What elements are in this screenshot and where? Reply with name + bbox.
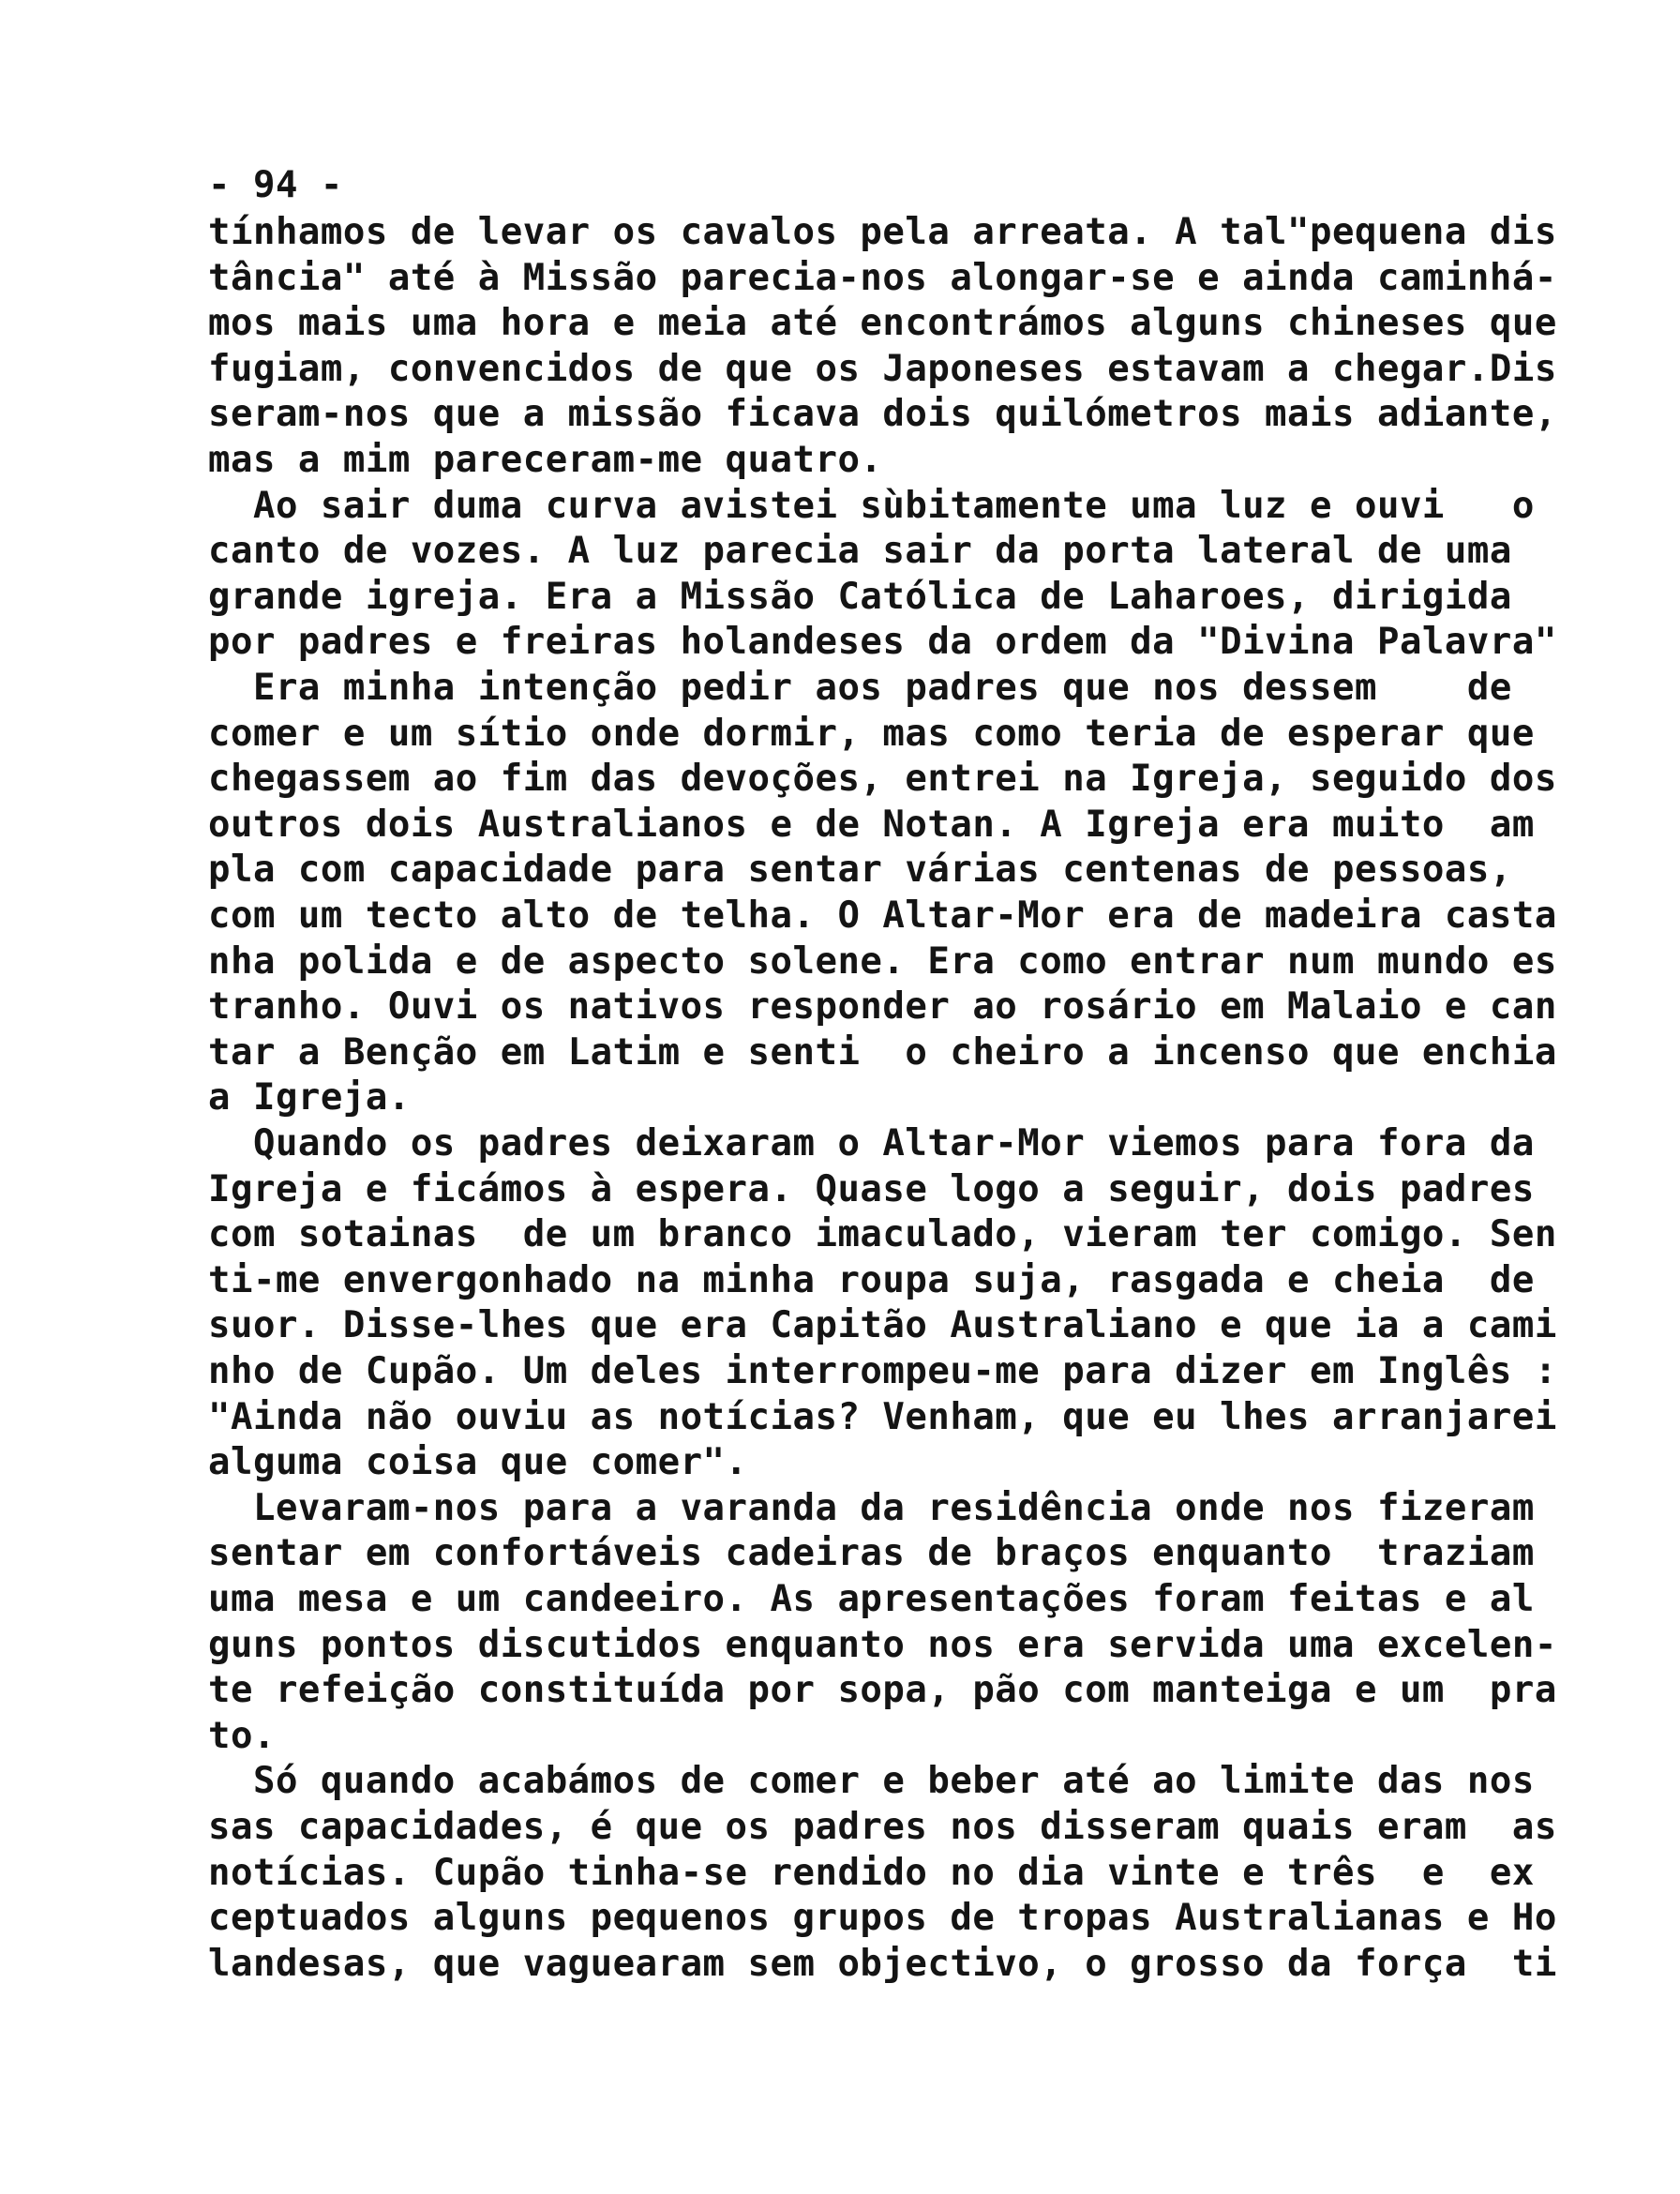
text-line: uma mesa e um candeeiro. As apresentações foram feitas e al bbox=[208, 1578, 1535, 1620]
text-line: com sotainas de um branco imaculado, vieram ter comigo. Sen bbox=[208, 1213, 1557, 1256]
text-line: comer e um sítio onde dormir, mas como teria de esperar que bbox=[208, 712, 1535, 755]
text-line: alguma coisa que comer". bbox=[208, 1441, 748, 1484]
text-line: pla com capacidade para sentar várias centenas de pessoas, bbox=[208, 849, 1512, 892]
text-line: tância" até à Missão parecia-nos alongar-se e ainda caminhá- bbox=[208, 256, 1557, 299]
text-line: chegassem ao fim das devoções, entrei na Igreja, seguido dos bbox=[208, 758, 1557, 801]
text-line: ti-me envergonhado na minha roupa suja, rasgada e cheia de bbox=[208, 1258, 1535, 1301]
text-line: ceptuados alguns pequenos grupos de tropas Australianas e Ho bbox=[208, 1897, 1557, 1940]
text-line: to. bbox=[208, 1714, 276, 1757]
text-line: nho de Cupão. Um deles interrompeu-me para dizer em Inglês : bbox=[208, 1350, 1557, 1392]
text-line: landesas, que vaguearam sem objectivo, o grosso da força ti bbox=[208, 1942, 1557, 1985]
text-line: seram-nos que a missão ficava dois quilómetros mais adiante, bbox=[208, 393, 1557, 436]
text-line: tínhamos de levar os cavalos pela arreata. A tal"pequena dis bbox=[208, 211, 1557, 253]
text-line: Só quando acabámos de comer e beber até ao limite das nos bbox=[208, 1760, 1535, 1803]
text-line: mos mais uma hora e meia até encontrámos alguns chineses que bbox=[208, 302, 1557, 345]
page-number: - 94 - bbox=[208, 164, 343, 206]
text-line: canto de vozes. A luz parecia sair da porta lateral de uma bbox=[208, 530, 1512, 573]
text-line: Igreja e ficámos à espera. Quase logo a seguir, dois padres bbox=[208, 1167, 1535, 1210]
text-line: notícias. Cupão tinha-se rendido no dia vinte e três e ex bbox=[208, 1851, 1535, 1894]
text-line: Levaram-nos para a varanda da residência onde nos fizeram bbox=[208, 1486, 1535, 1529]
text-line: sas capacidades, é que os padres nos disseram quais eram as bbox=[208, 1806, 1557, 1848]
text-line: grande igreja. Era a Missão Católica de Laharoes, dirigida bbox=[208, 575, 1512, 618]
text-line: "Ainda não ouviu as notícias? Venham, que eu lhes arranjarei bbox=[208, 1395, 1557, 1438]
text-line: Quando os padres deixaram o Altar-Mor viemos para fora da bbox=[208, 1122, 1535, 1165]
text-line: outros dois Australianos e de Notan. A Igreja era muito am bbox=[208, 803, 1535, 846]
text-line: a Igreja. bbox=[208, 1076, 411, 1120]
text-line: nha polida e de aspecto solene. Era como entrar num mundo es bbox=[208, 939, 1557, 983]
text-line: Era minha intenção pedir aos padres que nos dessem de bbox=[208, 667, 1512, 709]
text-line: sentar em confortáveis cadeiras de braços enquanto traziam bbox=[208, 1532, 1535, 1575]
text-line: com um tecto alto de telha. O Altar-Mor era de madeira casta bbox=[208, 894, 1557, 937]
text-line: te refeição constituída por sopa, pão com manteiga e um pra bbox=[208, 1669, 1557, 1712]
text-line: suor. Disse-lhes que era Capitão Australiano e que ia a cami bbox=[208, 1304, 1557, 1347]
text-line: Ao sair duma curva avistei sùbitamente uma luz e ouvi o bbox=[208, 484, 1535, 527]
text-line: por padres e freiras holandeses da ordem da "Divina Palavra" bbox=[208, 621, 1557, 664]
text-line: tar a Benção em Latim e senti o cheiro a incenso que enchia bbox=[208, 1030, 1557, 1074]
text-line: tranho. Ouvi os nativos responder ao rosário em Malaio e can bbox=[208, 985, 1557, 1029]
text-line: fugiam, convencidos de que os Japoneses estavam a chegar.Dis bbox=[208, 347, 1557, 390]
text-line: mas a mim pareceram-me quatro. bbox=[208, 439, 883, 481]
text-line: guns pontos discutidos enquanto nos era servida uma excelen- bbox=[208, 1623, 1557, 1666]
